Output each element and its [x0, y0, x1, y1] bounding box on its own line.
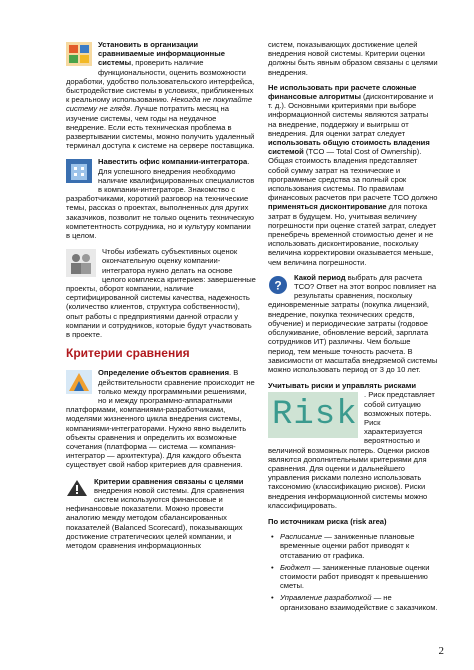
tail-install-systems: . Лучше потратить месяц на изучение системы, чем годы на неудачное внедрение. Если есть техническая проблема в развертывании системы, можно получить удаленный терминал доступа к системе на сервере поставщика. [66, 104, 255, 151]
list-item [280, 563, 438, 591]
paragraph-criteria-complex [66, 247, 256, 339]
puzzle-icon [66, 42, 92, 66]
lead-install-systems: Установить в организации сравниваемые информационные системы [98, 40, 225, 68]
text-financial-3: для потока затрат в будущем. Но, учитывая величину погрешности при оценке статей затрат, следует пренебречь временной стоимостью денег и не использовать дисконтирование, поскольку величина корректировки оказывается меньше, чем величина погрешности. [268, 202, 437, 267]
text-period: выбрать для расчета TCO? Ответ на этот вопрос повлияет на результаты сравнения, поскольку единовременные затраты (покупка лицензий, внедрение, покупка технических средств, обучение) и периодические затраты (годовое обслуживание, обновление версий, зарплата сотрудников ИТ) различны. Чем больше период, тем меньше точность расчета. В зависимости от масштаба внедряемой системы можно использовать период от 3 до 10 лет. [268, 272, 438, 374]
section-heading: Критерии сравнения [66, 346, 190, 361]
warning-icon [66, 479, 88, 497]
text-financial-1: (дисконтирование и т. д.). Основными критериями при выборе информационной системы являются затраты на внедрение, поддержку и выигрыш от внедрения. Для оценки затрат следует [268, 92, 434, 138]
list-item [280, 593, 438, 611]
risk-image [268, 392, 358, 438]
lead-criteria-goals: Критерии сравнения связаны с целями [94, 476, 244, 486]
list-item-term: Расписание [280, 532, 323, 542]
list-item-term: Бюджет [280, 562, 311, 572]
question-icon [268, 275, 288, 295]
left-column [66, 40, 256, 557]
lead-financial: Не использовать при расчете сложные финансовые алгоритмы [268, 82, 417, 102]
paragraph-comparison-objects [66, 368, 256, 469]
people-icon [66, 249, 96, 277]
office-building-icon [66, 159, 92, 183]
list-item [280, 532, 438, 560]
bold-discount: применяться дисконтирование [268, 202, 387, 212]
paragraph-financial [268, 83, 438, 267]
bold-tco: использовать общую стоимость владения системой [268, 138, 430, 157]
svg-text:?: ? [274, 278, 282, 293]
list-item-text: — заниженные плановые оценки стоимости работ приводят к превышению сметы. [280, 562, 430, 591]
lead-risks: Учитывать риски и управлять рисками [268, 381, 417, 391]
paragraph-continuation: систем, показывающих достижение целей внедрения новой системы. Критерии оценки должны быть явным образом связаны с целями внедрения. [268, 40, 438, 77]
risk-source-list [280, 532, 438, 612]
page-number: 2 [438, 644, 444, 657]
paragraph-install-systems [66, 40, 256, 150]
target-icon [66, 370, 92, 394]
text-comparison-objects: . В действительности сравнение происходит не только между программными решениями, но и между программно-аппаратными платформами, компаниями-разработчиками, моделями жизненного цикла внедрения системы, компаниями-интеграторами. Нужно явно выделить объекты сравнения и определить их возможные сочетания (платформа — система — компания-интегратор — архитектура). Для каждого объекта существует свой набор критериев для сравнения. [66, 368, 255, 470]
paragraph-criteria-goals [66, 477, 256, 551]
list-item-text: — заниженные плановые временные оценки работ приводят к отставанию от графика. [280, 532, 415, 560]
paragraph-risks [268, 381, 438, 510]
list-title-text: По источникам риска (risk area) [268, 516, 387, 526]
text-criteria-complex: Чтобы избежать субъективных оценок окончательную оценку компании-интегратора нужно делать на основе целого комплекса критериев: завершенные проекты, оборот компании, наличие сертифицированной системы качества, надежность (количество клиентов, структура собственности), опыт работы с предприятиями данной отрасли у компании и сотрудников, которые будут участвовать в проекте. [66, 247, 256, 340]
text-visit-office: . Для успешного внедрения необходимо наличие квалифицированных специалистов в компании-интеграторе. Знакомство с разработчиками, короткий разговор на технические темы, рассказ о проектах, выполненных для других заказчиков, позволит не только оценить техническую компетентность сотрудника, но и культуру компании в целом. [66, 157, 255, 241]
text-install-systems: , проверить наличие функциональности, оценить возможности доработки, удобство пользовательского интерфейса, быстродействие системы в условиях, приближенных к реальному использованию. [66, 58, 255, 105]
list-title [268, 517, 438, 526]
risk-image-word: Risk [272, 396, 358, 435]
list-item-text: — не организовано взаимодействие с заказчиком. [280, 593, 438, 612]
right-column [268, 40, 438, 616]
text-financial-2: (TCO — Total Cost of Ownership). Общая стоимость владения представляет собой сумму затрат на технические и программные средства за полный срок использования системы. По правилам финансовых расчетов при расчете TCO должно [268, 147, 438, 203]
lead-visit-office: Навестить офис компании-интегратора [98, 157, 248, 167]
list-item-term: Управление разработкой [280, 593, 372, 603]
text-risks: . Риск представляет собой ситуацию возможных потерь. Риск характеризуется вероятностью и величиной возможных потерь. Оценки рисков являются дополнительными критериями для сравнения. Для оценки и дальнейшего управления рисками полезно использовать таксономию (классификацию рисков). Риски внедрения информационной системы можно классифицировать. [268, 390, 435, 510]
italic-install-systems: Некогда не покупайте систему не глядя [66, 95, 253, 114]
lead-comparison-objects: Определение объектов сравнения [98, 368, 230, 378]
lead-risks-line [268, 381, 438, 390]
paragraph-visit-office [66, 157, 256, 240]
paragraph-period [268, 273, 438, 374]
lead-period: Какой период [294, 272, 346, 282]
text-criteria-goals: внедрения новой системы. Для сравнения систем используются финансовые и нефинансовые показатели. Можно провести аналогию между методом сбалансированных показателей (Balanced Scorecard), показывающих достижение стратегических целей компании, и методом сравнения информационных [66, 485, 245, 550]
